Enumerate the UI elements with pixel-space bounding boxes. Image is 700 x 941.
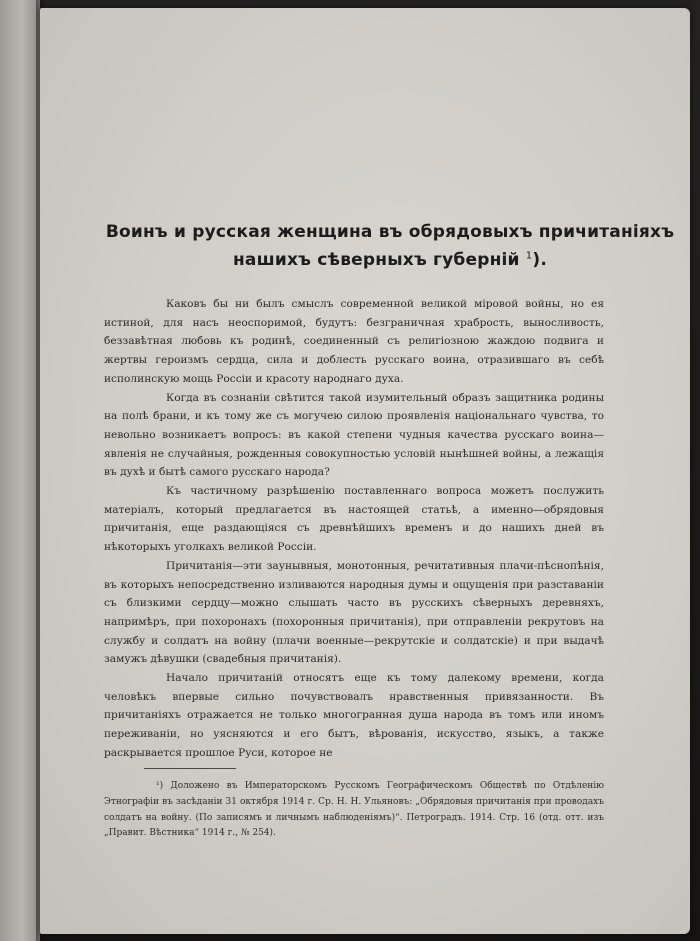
title-closing: ).	[532, 250, 547, 270]
book-page	[40, 8, 690, 934]
paragraph-5: Начало причитаній относятъ еще къ тому далекому времени, когда человѣкъ впервые сильно почувствовалъ нравственныя привязанности. Въ причитаніяхъ отражается не только многогранная душа народа въ томъ или иномъ переживаніи, но уясняются и его бытъ, вѣрованія, искусство, языкъ, а также раскрывается прошлое Руси, которое не	[104, 672, 604, 759]
title-line-2-text: нашихъ сѣверныхъ губерній	[232, 250, 520, 270]
footnote-text: ¹) Доложено въ Императорскомъ Русскомъ Географическомъ Обществѣ по Отдѣленію Этнографіи въ засѣданіи 31 октября 1914 г. Ср. Н. Н. Ульяновъ: „Обрядовыя причитанія при проводахъ солдатъ на войну. (По записямъ и личнымъ наблюденіямъ)“. Петроградъ. 1914. Стр. 16 (отд. отт. изъ „Правит. Вѣстника“ 1914 г., № 254).	[104, 781, 604, 839]
paragraph-3: Къ частичному разрѣшенію поставленнаго вопроса можетъ послужить матеріалъ, который предлагается въ настоящей статьѣ, а именно—обрядовыя причитанія, еще раздающіяся съ древнѣйшихъ временъ и до нашихъ дней въ нѣкоторыхъ уголкахъ великой Россіи.	[104, 485, 604, 554]
footnote-divider	[144, 768, 236, 769]
footnote	[104, 779, 604, 842]
article-body	[104, 295, 604, 763]
previous-page-edge	[0, 0, 40, 941]
article-title-line-2	[90, 250, 690, 270]
article-title-line-1: Воинъ и русская женщина въ обрядовыхъ причитаніяхъ	[105, 222, 675, 242]
title-footnote-mark[interactable]: 1	[525, 250, 533, 262]
paragraph-1: Каковъ бы ни былъ смыслъ современной великой міровой войны, но ея истиной, для насъ неоспоримой, будутъ: безграничная храбрость, выносливость, беззавѣтная любовь къ родинѣ, соединенный съ религіозною жаждою подвига и жертвы героизмъ сердца, сила и доблесть русскаго воина, отразившаго въ себѣ исполинскую мощь Россіи и красоту народнаго духа.	[104, 298, 604, 385]
paragraph-4: Причитанія—эти заунывныя, монотонныя, речитативныя плачи-пѣснопѣнія, въ которыхъ непосредственно изливаются народныя думы и ощущенія при разставаніи съ близкими сердцу—можно слышать часто въ русскихъ сѣверныхъ деревняхъ, напримѣръ, при похоронахъ (похоронныя причитанія), при отправленіи рекрутовъ на службу и солдатъ на войну (плачи военные—рекрутскіе и солдатскіе) и при выдачѣ замужъ дѣвушки (свадебныя причитанія).	[104, 559, 604, 666]
paragraph-2: Когда въ сознаніи свѣтится такой изумительный образъ защитника родины на полѣ брани, и къ тому же съ могучею силою проявленія національнаго чувства, то невольно возникаетъ вопросъ: въ какой степени чудныя качества русскаго воина—явленія не случайныя, рожденныя совокупностью условій нынѣшней войны, а лежащія въ духѣ и бытѣ самого русскаго народа?	[104, 391, 604, 479]
